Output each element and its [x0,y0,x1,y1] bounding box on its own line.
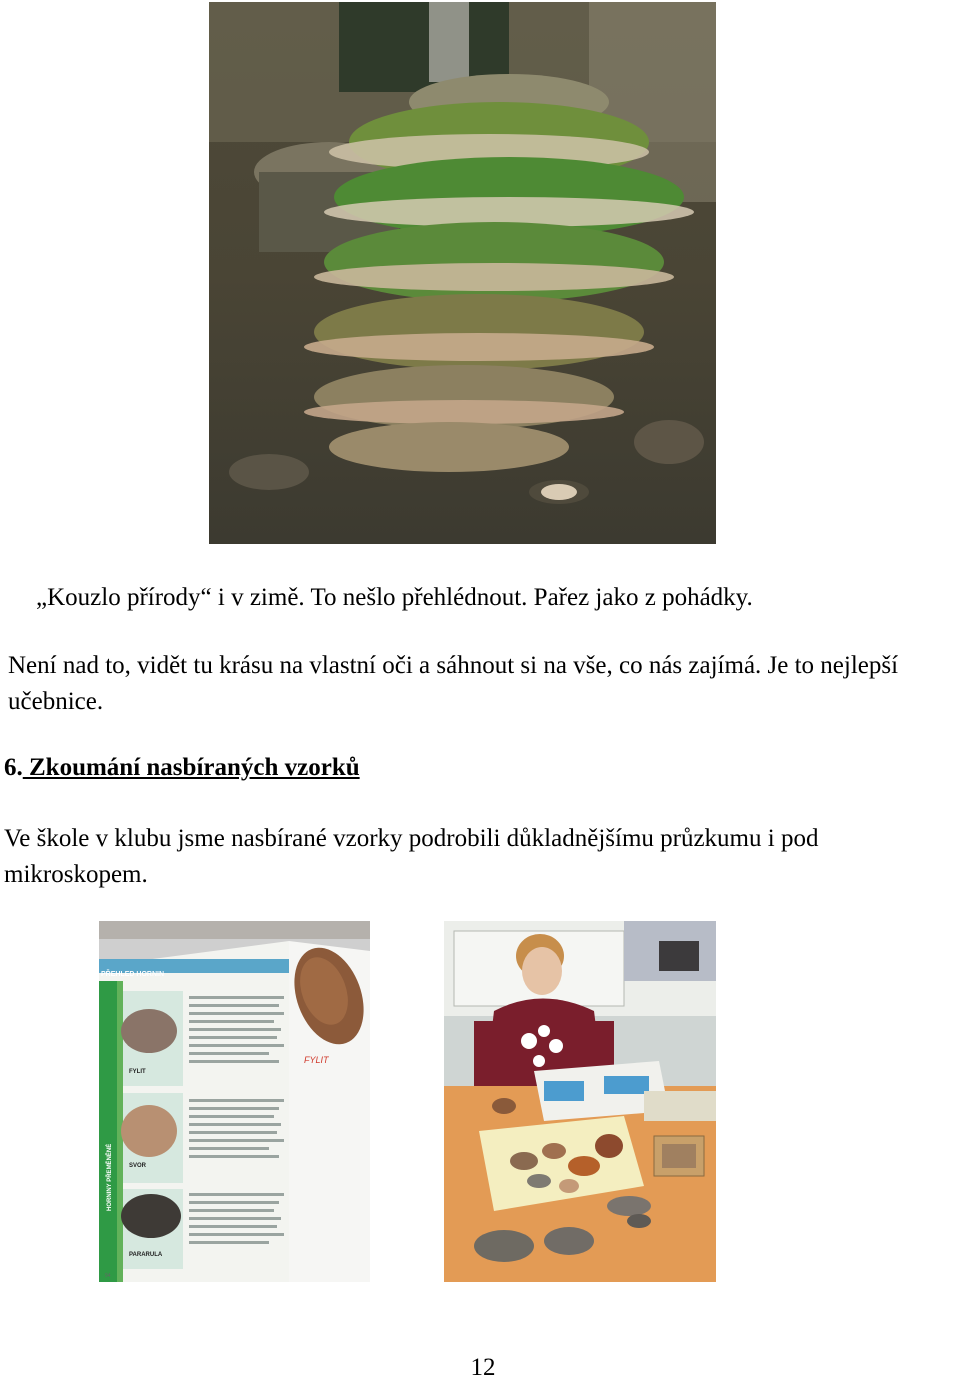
rock-label-svor: SVOR [129,1163,147,1169]
rock-book-photo [99,921,370,1282]
paragraph-body: Ve škole v klubu jsme nasbírané vzorky podrobili důkladnějšímu průzkumu i pod mikroskopem. [4,825,819,888]
book-header: PŘEHLED HORNIN [101,971,165,978]
rock-label-pararula: PARARULA [129,1252,163,1258]
photo-caption: „Kouzlo přírody“ i v zimě. To nešlo přehlédnout. Pařez jako z pohádky. [36,584,753,611]
boy-examining-rocks-photo [444,921,716,1282]
paragraph-intro: Není nad to, vidět tu krásu na vlastní oči a sáhnout si na vše, co nás zajímá. Je to nejlepší učebnice. [8,652,899,715]
page-number: 12 [470,1354,496,1381]
book-side-title: HORNINY PŘEMĚNĚNÉ [107,1143,113,1211]
section-heading [4,750,360,786]
book-page-number: 94 [105,1273,111,1279]
rock-label-fylit: FYLIT [129,1069,146,1075]
handwritten-label: FYLIT [304,1055,329,1065]
section-number: 6. [4,754,23,781]
section-title: Zkoumání nasbíraných vzorků [22,754,360,781]
mushroom-photo [209,2,716,544]
